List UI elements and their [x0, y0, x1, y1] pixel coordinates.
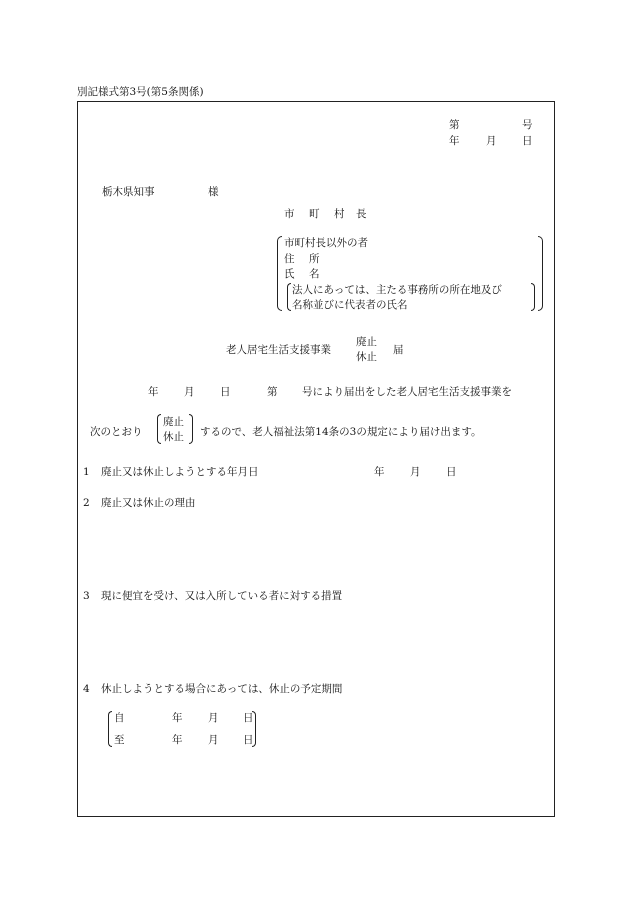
title-abolish: 廃止 [356, 336, 377, 348]
period-from-day: 日 [243, 712, 254, 724]
corp-bracket-right [531, 283, 535, 311]
period-to-month: 月 [208, 734, 219, 746]
item-1-year: 年 [374, 466, 385, 478]
body-bracket-left [157, 414, 161, 444]
applicant-bracket-right [538, 236, 543, 311]
period-from-label: 自 [114, 712, 125, 724]
municipality-cho: 町 [309, 208, 320, 220]
applicant-corp-line1: 法人にあっては、主たる事務所の所在地及び [292, 284, 502, 296]
body-suspend: 休止 [163, 431, 184, 443]
period-from-month: 月 [208, 712, 219, 724]
item-2-number: 2 [83, 497, 90, 509]
applicant-name-2: 名 [309, 268, 320, 280]
applicant-name-1: 氏 [284, 268, 295, 280]
period-to-day: 日 [243, 734, 254, 746]
applicant-corp-line2: 名称並びに代表者の氏名 [292, 299, 408, 311]
addressee-governor: 栃木県知事 [102, 186, 155, 198]
period-from-year: 年 [172, 712, 183, 724]
body-day: 日 [220, 386, 231, 398]
period-to-year: 年 [172, 734, 183, 746]
municipality-son: 村 [334, 208, 345, 220]
item-1-month: 月 [410, 466, 421, 478]
item-1-day: 日 [446, 466, 457, 478]
header-day: 日 [522, 135, 533, 147]
body-month: 月 [184, 386, 195, 398]
period-to-label: 至 [114, 734, 125, 746]
title-notice: 届 [393, 344, 404, 356]
header-month: 月 [486, 135, 497, 147]
body-abolish: 廃止 [163, 416, 184, 428]
applicant-bracket-left [277, 236, 282, 311]
addressee-honorific: 様 [208, 186, 219, 198]
applicant-address-2: 所 [309, 253, 320, 265]
body-line2-suffix: するので、老人福祉法第14条の3の規定により届け出ます。 [200, 426, 482, 438]
corp-bracket-left [287, 283, 291, 311]
period-bracket-left [108, 711, 112, 747]
title-suspend: 休止 [356, 351, 377, 363]
header-year: 年 [449, 135, 460, 147]
item-3-text: 現に便宜を受け、又は入所している者に対する措置 [101, 590, 343, 602]
item-4-number: 4 [83, 683, 90, 695]
number-prefix: 第 [449, 119, 460, 131]
item-3-number: 3 [83, 590, 90, 602]
item-1-text: 廃止又は休止しようとする年月日 [101, 466, 259, 478]
body-bracket-right [189, 414, 193, 444]
item-1-number: 1 [83, 466, 90, 478]
municipality-shi: 市 [284, 208, 295, 220]
body-number-prefix: 第 [267, 386, 278, 398]
applicant-address-1: 住 [284, 253, 295, 265]
form-label: 別記様式第3号(第5条関係) [77, 86, 204, 98]
applicant-other: 市町村長以外の者 [284, 237, 368, 249]
number-suffix: 号 [522, 119, 533, 131]
body-line1-suffix: 号により届出をした老人居宅生活支援事業を [302, 386, 512, 398]
municipality-chou: 長 [356, 208, 367, 220]
item-4-text: 休止しようとする場合にあっては、休止の予定期間 [101, 683, 343, 695]
title-business: 老人居宅生活支援事業 [226, 344, 331, 356]
body-year: 年 [148, 386, 159, 398]
item-2-text: 廃止又は休止の理由 [101, 497, 196, 509]
body-line2-prefix: 次のとおり [90, 426, 143, 438]
